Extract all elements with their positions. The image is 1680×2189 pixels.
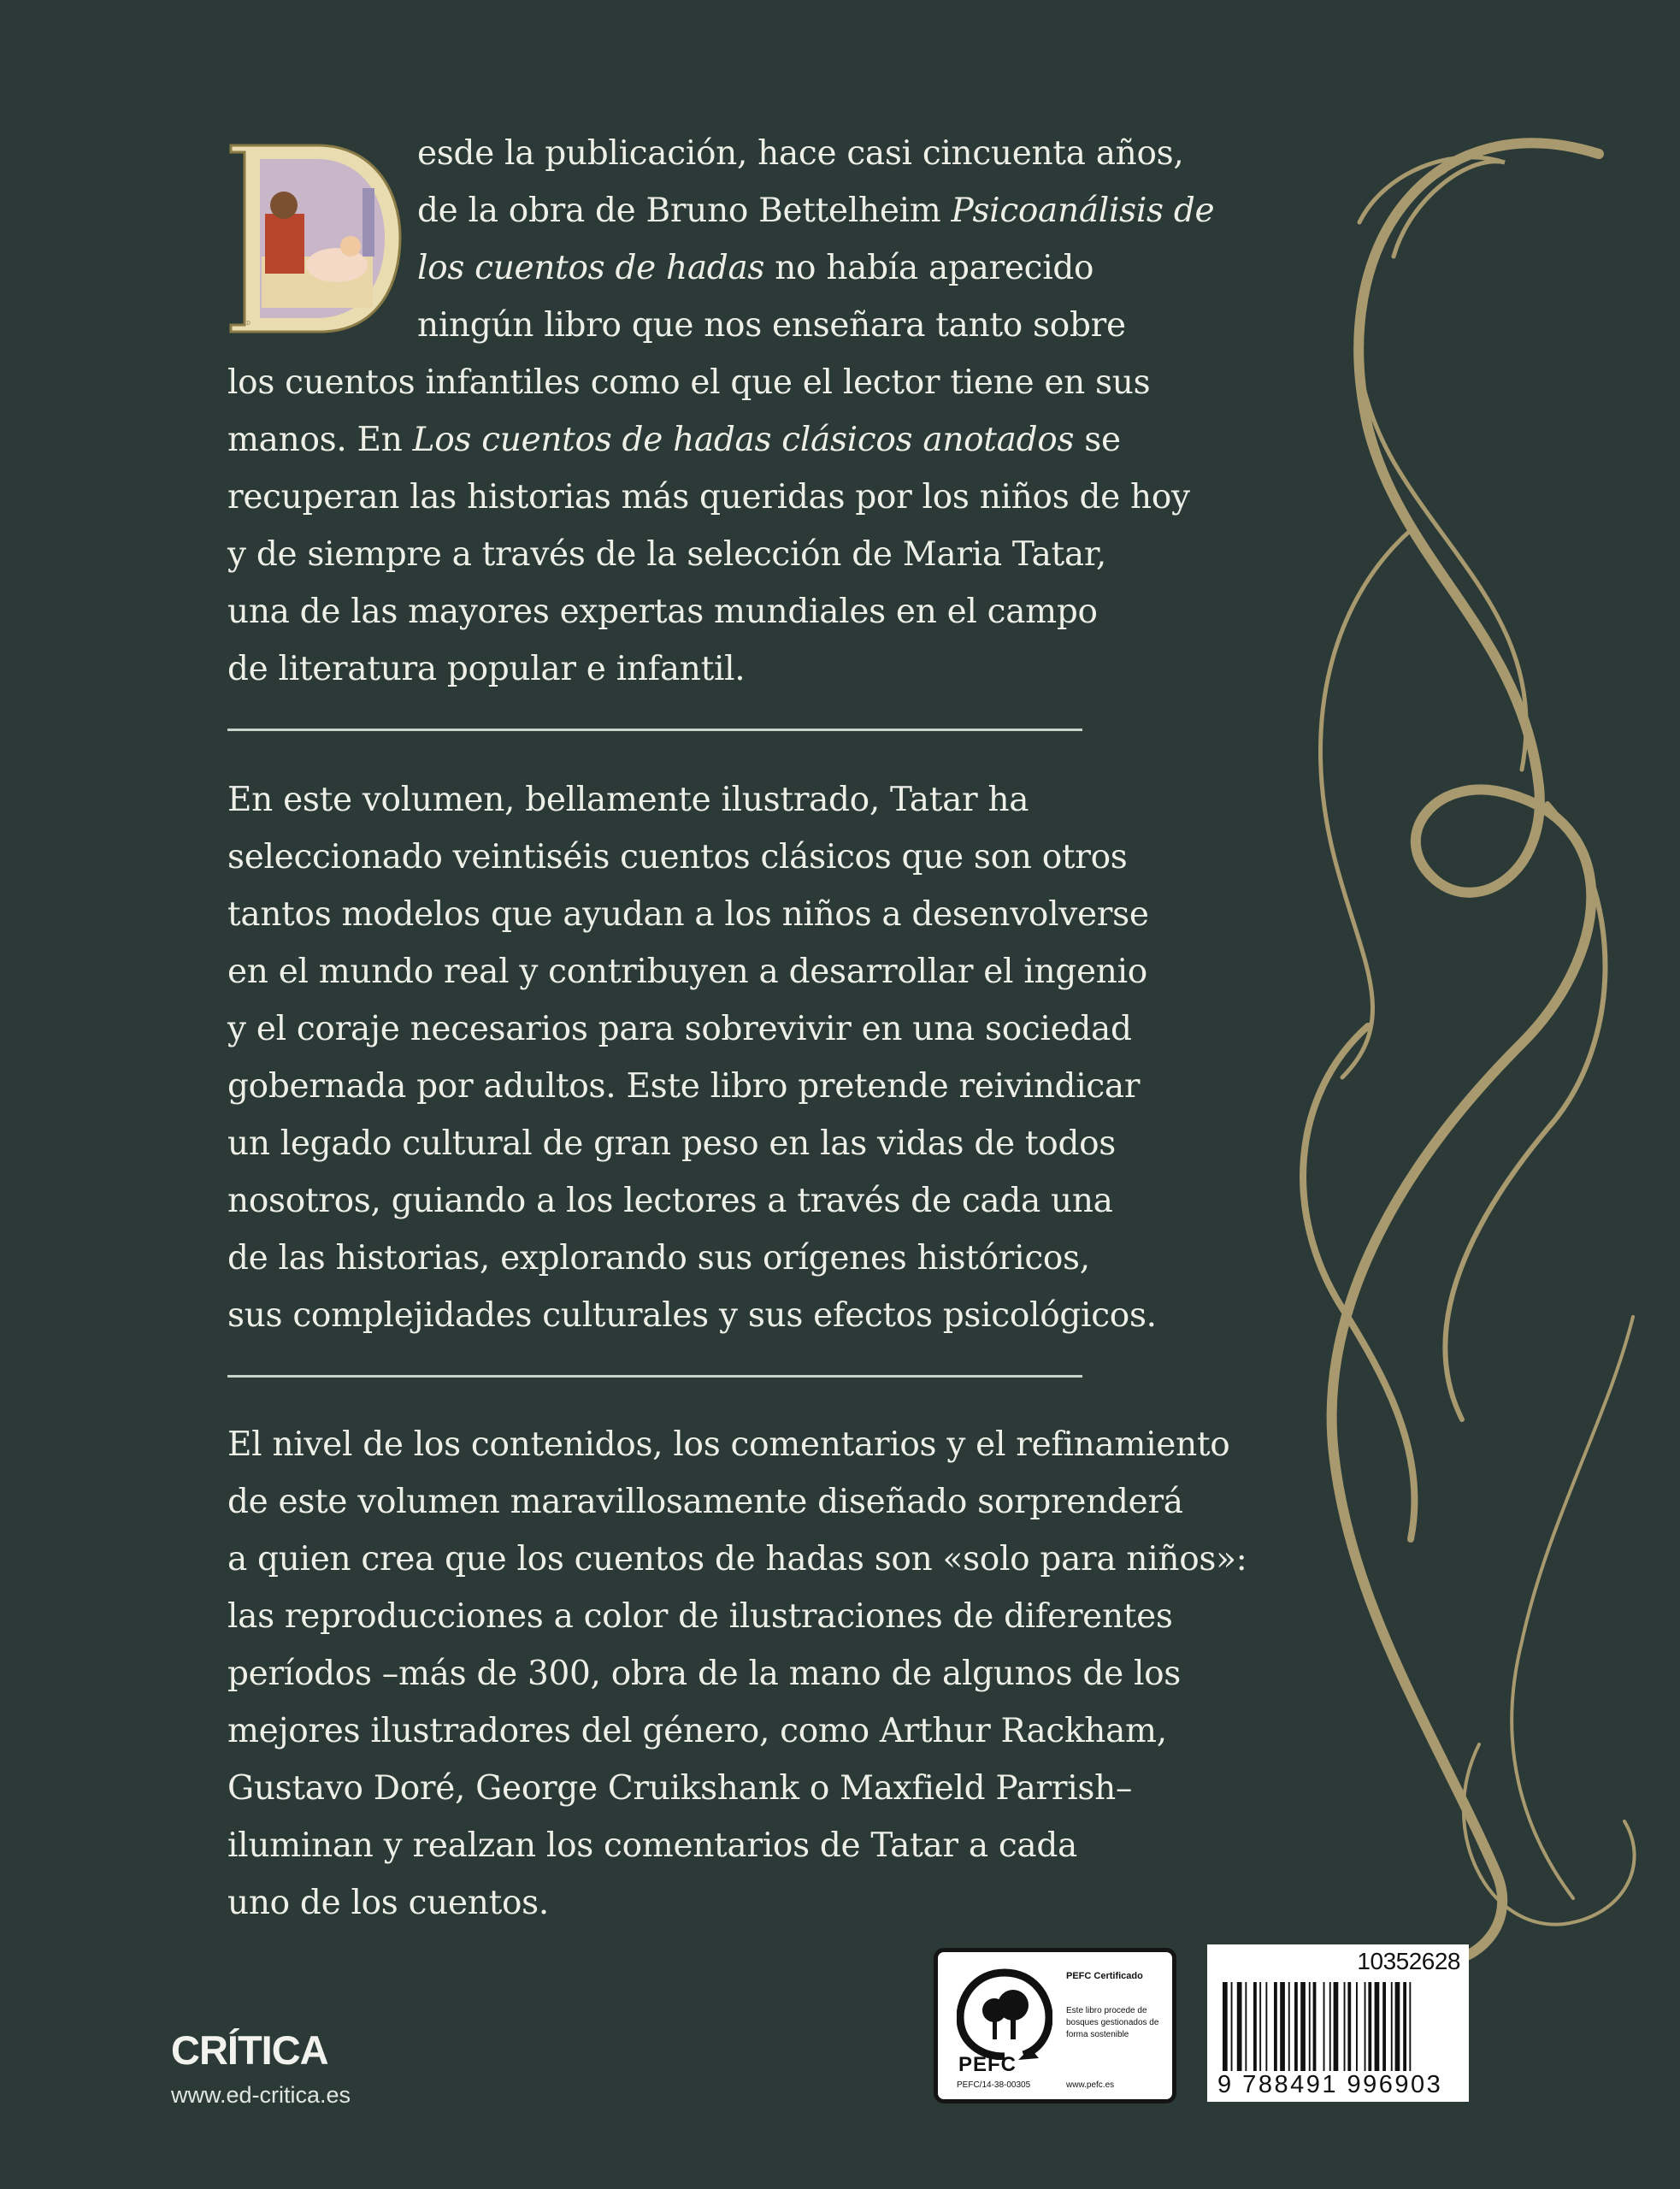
- text-run: En este volumen, bellamente ilustrado, Tatar ha: [227, 781, 1029, 819]
- barcode-bar: [1395, 1982, 1400, 2071]
- barcode-bar: [1223, 1982, 1228, 2071]
- barcode-bar: [1294, 1982, 1298, 2071]
- text-run: iluminan y realzan los comentarios de Tatar a cada: [227, 1826, 1077, 1865]
- text-run: los cuentos infantiles como el que el lector tiene en sus: [227, 363, 1151, 402]
- text-line: [227, 1287, 1157, 1344]
- text-run: tantos modelos que ayudan a los niños a desenvolverse: [227, 895, 1149, 934]
- barcode-bar: [1356, 1982, 1358, 2071]
- text-line: [227, 1531, 1247, 1588]
- pefc-certified-label: PEFC Certificado: [1066, 1971, 1143, 1981]
- barcode-bar: [1409, 1982, 1411, 2071]
- text-run: de la obra de Bruno Bettelheim: [417, 192, 952, 230]
- text-line: [227, 239, 1151, 297]
- text-line: [227, 1817, 1151, 1874]
- barcode-bar: [1309, 1982, 1311, 2071]
- calligraphic-flourish: [1265, 120, 1667, 2035]
- text-run: mejores ilustradores del género, como Arthur Rackham,: [227, 1712, 1167, 1750]
- text-line: [227, 297, 1151, 354]
- text-line: [227, 1645, 1182, 1702]
- section-divider: [227, 729, 1082, 731]
- text-line: [227, 1000, 1151, 1058]
- text-run: de este volumen maravillosamente diseñado sorprenderá: [227, 1483, 1183, 1521]
- barcode-bar: [1259, 1982, 1261, 2071]
- text-run: manos. En: [227, 421, 413, 459]
- text-line: [227, 526, 1151, 583]
- pefc-site: www.pefc.es: [1066, 2080, 1115, 2090]
- text-run: sus complejidades culturales y sus efectos psicológicos.: [227, 1296, 1157, 1335]
- text-line: [227, 1058, 1151, 1115]
- text-line: [227, 829, 1151, 886]
- text-line: [227, 1230, 1151, 1287]
- barcode-bar: [1253, 1982, 1257, 2071]
- barcode-bar: [1280, 1982, 1285, 2071]
- text-run: Gustavo Doré, George Cruikshank o Maxfield Parrish–: [227, 1769, 1133, 1808]
- barcode-bar: [1237, 1982, 1242, 2071]
- text-run: y de siempre a través de la selección de Maria Tatar,: [227, 535, 1107, 574]
- barcode-bar: [1329, 1982, 1331, 2071]
- text-line: [227, 1473, 1183, 1531]
- publisher-block: [171, 2027, 351, 2109]
- text-run: períodos –más de 300, obra de la mano de algunos de los: [227, 1655, 1182, 1693]
- text-line: [227, 469, 1190, 526]
- book-title-italic: Los cuentos de hadas clásicos anotados: [412, 421, 1075, 459]
- text-line: [227, 943, 1151, 1000]
- text-run: nosotros, guiando a los lectores a través de cada una: [227, 1182, 1113, 1220]
- text-line: [227, 125, 1184, 182]
- text-line: [227, 886, 1151, 943]
- isbn-barcode: [1207, 1944, 1469, 2102]
- intro-paragraph: [227, 125, 1215, 698]
- section-divider: [227, 1375, 1082, 1378]
- publisher-logo: CRÍTICA: [171, 2027, 328, 2073]
- barcode-bar: [1323, 1982, 1325, 2071]
- text-run: las reproducciones a color de ilustraciones de diferentes: [227, 1597, 1173, 1636]
- text-line: [227, 1588, 1173, 1645]
- closing-paragraph: [227, 1416, 1247, 1932]
- pefc-mark: PEFC: [958, 2053, 1017, 2076]
- text-run: se: [1074, 421, 1121, 459]
- book-title-italic: los cuentos de hadas: [417, 249, 765, 287]
- text-line: [227, 411, 1151, 469]
- text-run: gobernada por adultos. Este libro pretende reivindicar: [227, 1067, 1141, 1106]
- text-run: en el mundo real y contribuyen a desarrollar el ingenio: [227, 953, 1147, 991]
- pefc-certification-label: [934, 1948, 1176, 2103]
- barcode-bar: [1391, 1982, 1393, 2071]
- barcode-bar: [1231, 1982, 1233, 2071]
- text-run: ningún libro que nos enseñara tanto sobre: [417, 306, 1126, 345]
- book-title-italic: Psicoanálisis de: [951, 192, 1215, 230]
- text-run: y el coraje necesarios para sobrevivir en una sociedad: [227, 1010, 1132, 1048]
- barcode-bar: [1403, 1982, 1406, 2071]
- text-run: uno de los cuentos.: [227, 1884, 549, 1922]
- barcode-bars: [1223, 1982, 1453, 2071]
- text-run: de literatura popular e infantil.: [227, 650, 746, 688]
- pefc-tree-icon: [957, 1968, 1052, 2060]
- barcode-ean: 9 788491 996903: [1217, 2071, 1443, 2098]
- barcode-bar: [1265, 1982, 1267, 2071]
- barcode-bar: [1288, 1982, 1290, 2071]
- barcode-bar: [1382, 1982, 1386, 2071]
- text-run: un legado cultural de gran peso en las vidas de todos: [227, 1124, 1117, 1163]
- text-run: El nivel de los contenidos, los comentarios y el refinamiento: [227, 1425, 1230, 1464]
- text-line: [227, 1115, 1151, 1172]
- barcode-bar: [1344, 1982, 1346, 2071]
- barcode-bar: [1334, 1982, 1339, 2071]
- text-run: seleccionado veintiséis cuentos clásicos que son otros: [227, 838, 1128, 876]
- barcode-bar: [1347, 1982, 1351, 2071]
- text-line: [227, 771, 1151, 829]
- text-run: recuperan las historias más queridas por los niños de hoy: [227, 478, 1190, 516]
- text-line: [227, 1874, 1151, 1932]
- text-line: [227, 1760, 1151, 1817]
- text-run: no había aparecido: [764, 249, 1094, 287]
- text-line: [227, 640, 1151, 698]
- text-run: a quien crea que los cuentos de hadas son «solo para niños»:: [227, 1540, 1247, 1578]
- text-line: [227, 1702, 1167, 1760]
- text-run: una de las mayores expertas mundiales en el campo: [227, 593, 1098, 631]
- barcode-bar: [1375, 1982, 1380, 2071]
- text-line: [227, 583, 1151, 640]
- drop-cap-letter: D: [246, 321, 251, 327]
- barcode-bar: [1313, 1982, 1317, 2071]
- text-run: esde la publicación, hace casi cincuenta años,: [417, 134, 1184, 173]
- text-line: [227, 1416, 1230, 1473]
- pefc-code: PEFC/14-38-00305: [957, 2080, 1031, 2090]
- barcode-bar: [1274, 1982, 1277, 2071]
- barcode-bar: [1245, 1982, 1247, 2071]
- text-line: [227, 354, 1151, 411]
- text-line: [227, 182, 1215, 239]
- barcode-bar: [1365, 1982, 1366, 2071]
- text-run: de las historias, explorando sus orígenes históricos,: [227, 1239, 1090, 1277]
- barcode-bar: [1368, 1982, 1371, 2071]
- barcode-reference: 10352628: [1357, 1948, 1460, 1974]
- description-paragraph: [227, 771, 1157, 1344]
- text-line: [227, 1172, 1151, 1230]
- pefc-description: Este libro procede de bosques gestionados de forma sostenible: [1066, 2006, 1159, 2039]
- publisher-url: www.ed-critica.es: [171, 2082, 351, 2108]
- barcode-bar: [1300, 1982, 1306, 2071]
